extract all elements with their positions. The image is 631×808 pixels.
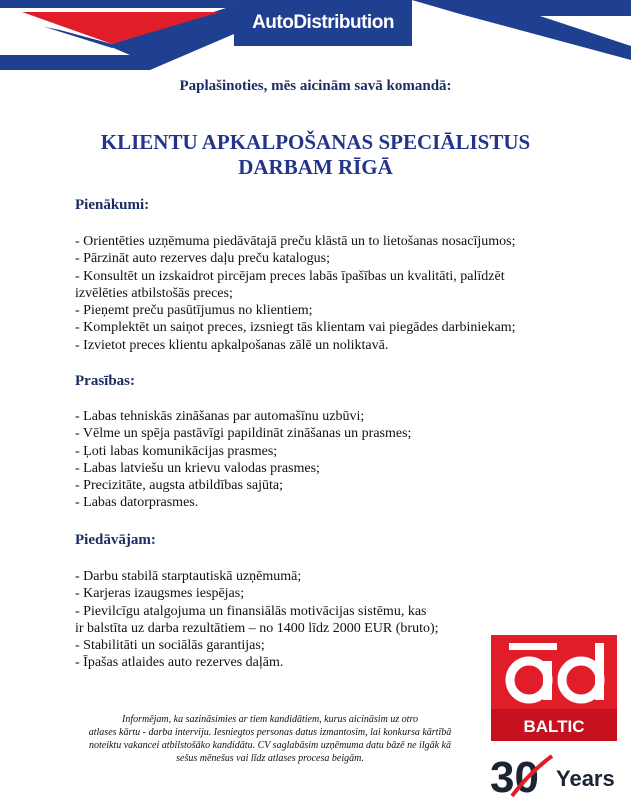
footnote-line: Informējam, ka sazināsimies ar tiem kandidātiem, kurus aicināsim uz otro: [121, 714, 418, 725]
list-item: - Precizitāte, augsta atbildības sajūta;: [75, 478, 283, 494]
list-item: izvēlēties atbilstošās preces;: [75, 285, 233, 301]
tagline: Paplašinoties, mēs aicinām savā komandā:: [179, 78, 452, 94]
list-item: - Pievilcīgu atalgojuma un finansiālās motivācijas sistēmu, kas: [75, 603, 427, 619]
autodistribution-logo: [234, 0, 412, 46]
list-item: - Konsultēt un izskaidrot pircējam preces labās īpašības un kvalitāti, palīdzēt: [75, 268, 505, 284]
footnote-line: sešus mēnešus vai līdz atlases procesa beigām.: [176, 753, 364, 764]
list-item: - Labas latviešu un krievu valodas prasmes;: [75, 460, 320, 476]
ad-logo-bar: [509, 643, 557, 650]
baltic-label: BALTIC: [523, 717, 585, 736]
list-item: - Darbu stabilā starptautiskā uzņēmumā;: [75, 569, 302, 584]
section-heading-offer: Piedāvājam:: [75, 532, 156, 548]
requirements-list: [75, 408, 575, 512]
list-item: ir balstīta uz darba rezultātiem – no 1400 līdz 2000 EUR (bruto);: [75, 620, 439, 636]
logo-text: AutoDistribution: [252, 12, 394, 33]
list-item: - Orientēties uzņēmuma piedāvātajā preču klāstā un to lietošanas nosacījumos;: [75, 234, 516, 249]
list-item: - Īpašas atlaides auto rezerves daļām.: [75, 655, 284, 671]
privacy-footnote: [40, 713, 500, 765]
list-item: - Stabilitāti un sociālās garantijas;: [75, 638, 265, 654]
list-item: - Izvietot preces klientu apkalpošanas zālē un noliktavā.: [75, 337, 389, 353]
job-title-line1: KLIENTU APKALPOŠANAS SPECIĀLISTUS: [100, 130, 531, 154]
footnote-line: noteiktu vakancei atbilstošāko kandidātu. CV saglabāsim uzņēmuma datu bāzē ne ilgāk kā: [89, 740, 451, 751]
list-item: - Pieņemt preču pasūtījumus no klientiem;: [75, 303, 313, 319]
list-item: - Pārzināt auto rezerves daļu preču katalogus;: [75, 251, 331, 267]
section-heading-requirements: Prasības:: [75, 373, 135, 389]
list-item: - Komplektēt un saiņot preces, izsniegt tās klientam vai piegādes darbiniekam;: [75, 320, 516, 336]
list-item: - Labas datorprasmes.: [75, 495, 199, 511]
section-heading-duties: Pienākumi:: [75, 197, 150, 213]
list-item: - Ļoti labas komunikācijas prasmes;: [75, 443, 278, 459]
anniversary-number: 30: [490, 753, 539, 800]
list-item: - Labas tehniskās zināšanas par automašīnu uzbūvi;: [75, 409, 365, 424]
anniversary-word: Years: [556, 766, 615, 791]
duties-list: [75, 233, 575, 354]
right-blue-top: [412, 0, 631, 6]
ad-baltic-logo: [491, 635, 617, 741]
list-item: - Vēlme un spēja pastāvīgi papildināt zināšanas un prasmes;: [75, 426, 412, 442]
job-title-line2: DARBAM RĪGĀ: [238, 155, 393, 179]
thirty-years-badge: [490, 752, 630, 800]
footnote-line: atlases kārtu - darba interviju. Iesniegtos personas datus izmantosim, lai konkursa kārtībā: [88, 727, 452, 738]
list-item: - Karjeras izaugsmes iespējas;: [75, 586, 245, 602]
